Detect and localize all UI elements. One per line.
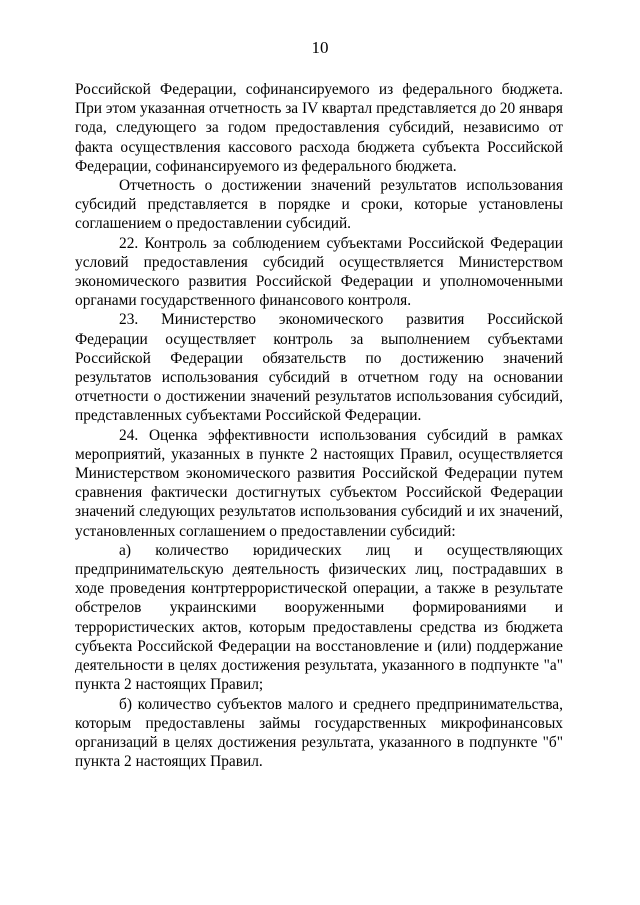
document-body bbox=[75, 80, 563, 771]
paragraph-23: 23. Министерство экономического развития Российской Федерации осуществляет контроль за выполнением субъектами Российской Федерации обязательств по достижению значений результатов использования субсидий в отчетном году на основании отчетности о достижении значений результатов использования субсидий, представленных субъектами Российской Федерации. bbox=[75, 311, 563, 425]
paragraph-reporting: Отчетность о достижении значений результатов использования субсидий представляется в порядке и сроки, которые установлены соглашением о предоставлении субсидий. bbox=[75, 177, 563, 233]
paragraph-24: 24. Оценка эффективности использования субсидий в рамках мероприятий, указанных в пункте 2 настоящих Правил, осуществляется Министерством экономического развития Российской Федерации путем сравнения фактически достигнутых субъектом Российской Федерации значений следующих результатов использования субсидий и их значений, установленных соглашением о предоставлении субсидий: bbox=[75, 426, 563, 540]
paragraph-22: 22. Контроль за соблюдением субъектами Российской Федерации условий предоставления субсидий осуществляется Министерством экономического развития Российской Федерации и уполномоченными органами государственного финансового контроля. bbox=[75, 234, 563, 310]
page-number: 10 bbox=[311, 38, 329, 57]
paragraph-24-b: б) количество субъектов малого и среднего предпринимательства, которым предоставлены займы государственных микрофинансовых организаций в целях достижения результата, указанного в подпункте "б" пункта 2 настоящих Правил. bbox=[75, 695, 563, 771]
paragraph-continuation: Российской Федерации, софинансируемого из федерального бюджета. При этом указанная отчетность за IV квартал представляется до 20 января года, следующего за годом предоставления субсидий, независимо от факта осуществления кассового расхода бюджета субъекта Российской Федерации, софинансируемого из федерального бюджета. bbox=[75, 81, 563, 175]
paragraph-24-a: а) количество юридических лиц и осуществляющих предпринимательскую деятельность физических лиц, пострадавших в ходе проведения контртеррористической операции, а также в результате обстрелов украинскими вооруженными формированиями и террористических актов, которым предоставлены средства из бюджета субъекта Российской Федерации на восстановление и (или) поддержание деятельности в целях достижения результата, указанного в подпункте "а" пункта 2 настоящих Правил; bbox=[75, 541, 563, 694]
